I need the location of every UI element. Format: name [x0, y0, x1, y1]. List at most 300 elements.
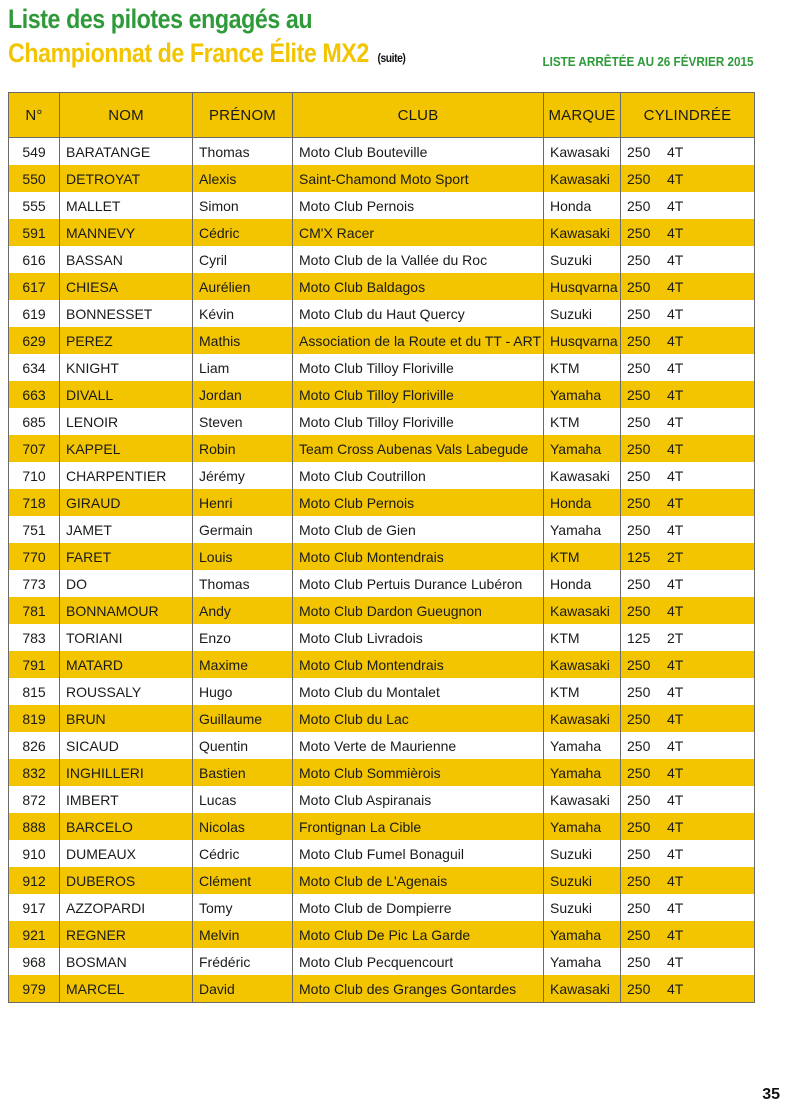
- cell-firstname: Lucas: [193, 786, 293, 813]
- engine-stroke: 4T: [667, 872, 684, 889]
- cell-name: GIRAUD: [60, 489, 193, 516]
- cell-number: 872: [9, 786, 60, 813]
- displacement-cc: 250: [627, 899, 651, 916]
- table-row: [9, 165, 755, 192]
- cell-name: DUMEAUX: [60, 840, 193, 867]
- cell-name: MALLET: [60, 192, 193, 219]
- table-row: [9, 597, 755, 624]
- cell-firstname: Hugo: [193, 678, 293, 705]
- engine-stroke: 4T: [667, 899, 684, 916]
- engine-stroke: 4T: [667, 764, 684, 781]
- table-row: [9, 894, 755, 921]
- cell-displacement: [621, 435, 755, 462]
- cell-firstname: Alexis: [193, 165, 293, 192]
- table-row: [9, 138, 755, 166]
- cell-brand: Husqvarna: [544, 273, 621, 300]
- cell-number: 783: [9, 624, 60, 651]
- cell-brand: KTM: [544, 543, 621, 570]
- displacement-cc: 250: [627, 143, 651, 160]
- displacement-cc: 250: [627, 494, 651, 511]
- cell-firstname: Louis: [193, 543, 293, 570]
- table-row: [9, 273, 755, 300]
- table-row: [9, 381, 755, 408]
- cell-number: 781: [9, 597, 60, 624]
- riders-table: [8, 92, 755, 1003]
- cell-name: MARCEL: [60, 975, 193, 1003]
- engine-stroke: 4T: [667, 359, 684, 376]
- cell-club: Moto Club du Haut Quercy: [293, 300, 544, 327]
- cell-number: 910: [9, 840, 60, 867]
- displacement-cc: 250: [627, 332, 651, 349]
- suite-label: (suite): [377, 51, 406, 65]
- cell-displacement: [621, 543, 755, 570]
- cell-displacement: [621, 678, 755, 705]
- engine-stroke: 4T: [667, 980, 684, 997]
- cell-displacement: [621, 759, 755, 786]
- cell-club: Moto Club Livradois: [293, 624, 544, 651]
- cell-brand: Kawasaki: [544, 138, 621, 166]
- cell-firstname: Andy: [193, 597, 293, 624]
- cell-brand: Kawasaki: [544, 219, 621, 246]
- table-row: [9, 489, 755, 516]
- table-row: [9, 192, 755, 219]
- cell-displacement: [621, 867, 755, 894]
- cell-firstname: Cyril: [193, 246, 293, 273]
- cell-name: MANNEVY: [60, 219, 193, 246]
- table-row: [9, 705, 755, 732]
- cell-number: 617: [9, 273, 60, 300]
- cell-brand: Yamaha: [544, 516, 621, 543]
- engine-stroke: 4T: [667, 251, 684, 268]
- cell-name: BARCELO: [60, 813, 193, 840]
- displacement-cc: 250: [627, 521, 651, 538]
- displacement-cc: 125: [627, 629, 651, 646]
- table-row: [9, 624, 755, 651]
- displacement-cc: 250: [627, 197, 651, 214]
- cell-number: 663: [9, 381, 60, 408]
- displacement-cc: 250: [627, 710, 651, 727]
- cell-club: Moto Club Dardon Gueugnon: [293, 597, 544, 624]
- cell-brand: Kawasaki: [544, 705, 621, 732]
- cell-name: DO: [60, 570, 193, 597]
- cell-club: Moto Club de Dompierre: [293, 894, 544, 921]
- cell-name: BRUN: [60, 705, 193, 732]
- cell-number: 616: [9, 246, 60, 273]
- engine-stroke: 2T: [667, 629, 684, 646]
- cell-brand: KTM: [544, 678, 621, 705]
- displacement-cc: 250: [627, 764, 651, 781]
- cell-displacement: [621, 651, 755, 678]
- cell-displacement: [621, 138, 755, 166]
- table-row: [9, 678, 755, 705]
- cell-name: REGNER: [60, 921, 193, 948]
- engine-stroke: 4T: [667, 386, 684, 403]
- engine-stroke: 4T: [667, 710, 684, 727]
- engine-stroke: 4T: [667, 521, 684, 538]
- cell-club: Moto Club Tilloy Floriville: [293, 354, 544, 381]
- displacement-cc: 250: [627, 170, 651, 187]
- table-row: [9, 921, 755, 948]
- cell-firstname: Bastien: [193, 759, 293, 786]
- cell-number: 832: [9, 759, 60, 786]
- cell-displacement: [621, 840, 755, 867]
- cell-displacement: [621, 192, 755, 219]
- cell-firstname: Tomy: [193, 894, 293, 921]
- cell-club: Moto Club du Lac: [293, 705, 544, 732]
- cell-brand: Kawasaki: [544, 975, 621, 1003]
- cell-firstname: Clément: [193, 867, 293, 894]
- table-row: [9, 543, 755, 570]
- cell-club: Moto Club des Granges Gontardes: [293, 975, 544, 1003]
- table-row: [9, 219, 755, 246]
- cell-number: 634: [9, 354, 60, 381]
- table-row: [9, 786, 755, 813]
- cell-club: Moto Club Tilloy Floriville: [293, 408, 544, 435]
- engine-stroke: 4T: [667, 197, 684, 214]
- cell-displacement: [621, 894, 755, 921]
- cell-displacement: [621, 462, 755, 489]
- cell-displacement: [621, 354, 755, 381]
- cell-displacement: [621, 516, 755, 543]
- table-body: [9, 138, 755, 1003]
- cell-firstname: Simon: [193, 192, 293, 219]
- cell-firstname: Robin: [193, 435, 293, 462]
- table-row: [9, 651, 755, 678]
- cell-number: 619: [9, 300, 60, 327]
- column-header-firstname: PRÉNOM: [193, 93, 293, 138]
- displacement-cc: 250: [627, 575, 651, 592]
- cell-name: JAMET: [60, 516, 193, 543]
- cell-club: Moto Club Pernois: [293, 192, 544, 219]
- cell-club: Moto Club de L'Agenais: [293, 867, 544, 894]
- engine-stroke: 4T: [667, 440, 684, 457]
- cell-club: Moto Club Pecquencourt: [293, 948, 544, 975]
- displacement-cc: 250: [627, 305, 651, 322]
- displacement-cc: 250: [627, 953, 651, 970]
- cell-name: KAPPEL: [60, 435, 193, 462]
- cell-firstname: Liam: [193, 354, 293, 381]
- cell-brand: KTM: [544, 624, 621, 651]
- cell-displacement: [621, 300, 755, 327]
- cell-brand: Kawasaki: [544, 651, 621, 678]
- cell-number: 707: [9, 435, 60, 462]
- cell-number: 791: [9, 651, 60, 678]
- cell-club: Moto Club Tilloy Floriville: [293, 381, 544, 408]
- cell-name: SICAUD: [60, 732, 193, 759]
- cell-name: DIVALL: [60, 381, 193, 408]
- cell-name: BASSAN: [60, 246, 193, 273]
- displacement-cc: 250: [627, 602, 651, 619]
- cell-club: Moto Club Sommièrois: [293, 759, 544, 786]
- page-title-line1: Liste des pilotes engagés au: [8, 4, 313, 34]
- engine-stroke: 4T: [667, 224, 684, 241]
- cell-displacement: [621, 327, 755, 354]
- displacement-cc: 250: [627, 872, 651, 889]
- displacement-cc: 250: [627, 359, 651, 376]
- cell-club: Moto Club Pernois: [293, 489, 544, 516]
- cell-name: LENOIR: [60, 408, 193, 435]
- table-row: [9, 516, 755, 543]
- cell-number: 550: [9, 165, 60, 192]
- cell-displacement: [621, 165, 755, 192]
- cell-name: BONNAMOUR: [60, 597, 193, 624]
- cell-club: CM'X Racer: [293, 219, 544, 246]
- cell-displacement: [621, 597, 755, 624]
- engine-stroke: 4T: [667, 683, 684, 700]
- cell-name: DUBEROS: [60, 867, 193, 894]
- cell-number: 773: [9, 570, 60, 597]
- cell-club: Moto Club Fumel Bonaguil: [293, 840, 544, 867]
- engine-stroke: 4T: [667, 818, 684, 835]
- cell-displacement: [621, 732, 755, 759]
- cell-club: Moto Club Montendrais: [293, 651, 544, 678]
- cell-firstname: Germain: [193, 516, 293, 543]
- cell-displacement: [621, 489, 755, 516]
- cell-number: 751: [9, 516, 60, 543]
- cell-club: Moto Club de la Vallée du Roc: [293, 246, 544, 273]
- cell-name: ROUSSALY: [60, 678, 193, 705]
- cell-club: Moto Club Montendrais: [293, 543, 544, 570]
- cell-brand: KTM: [544, 354, 621, 381]
- cell-name: PEREZ: [60, 327, 193, 354]
- cell-firstname: Mathis: [193, 327, 293, 354]
- cell-displacement: [621, 975, 755, 1003]
- displacement-cc: 250: [627, 278, 651, 295]
- cell-number: 629: [9, 327, 60, 354]
- engine-stroke: 4T: [667, 143, 684, 160]
- engine-stroke: 4T: [667, 845, 684, 862]
- column-header-displacement: CYLINDRÉE: [621, 93, 755, 138]
- cell-brand: Honda: [544, 192, 621, 219]
- cell-brand: Kawasaki: [544, 597, 621, 624]
- column-header-name: NOM: [60, 93, 193, 138]
- cell-displacement: [621, 786, 755, 813]
- displacement-cc: 250: [627, 386, 651, 403]
- displacement-cc: 250: [627, 737, 651, 754]
- cell-firstname: Kévin: [193, 300, 293, 327]
- table-row: [9, 246, 755, 273]
- engine-stroke: 4T: [667, 494, 684, 511]
- engine-stroke: 2T: [667, 548, 684, 565]
- column-header-brand: MARQUE: [544, 93, 621, 138]
- cell-number: 819: [9, 705, 60, 732]
- cell-club: Team Cross Aubenas Vals Labegude: [293, 435, 544, 462]
- engine-stroke: 4T: [667, 953, 684, 970]
- cell-firstname: Aurélien: [193, 273, 293, 300]
- displacement-cc: 250: [627, 683, 651, 700]
- cell-brand: Yamaha: [544, 948, 621, 975]
- cell-displacement: [621, 948, 755, 975]
- table-row: [9, 327, 755, 354]
- cell-number: 685: [9, 408, 60, 435]
- engine-stroke: 4T: [667, 926, 684, 943]
- cell-club: Frontignan La Cible: [293, 813, 544, 840]
- cell-displacement: [621, 921, 755, 948]
- cell-displacement: [621, 570, 755, 597]
- cell-name: CHIESA: [60, 273, 193, 300]
- cell-firstname: Jérémy: [193, 462, 293, 489]
- cell-displacement: [621, 705, 755, 732]
- cell-club: Association de la Route et du TT - ART: [293, 327, 544, 354]
- cell-number: 710: [9, 462, 60, 489]
- table-row: [9, 300, 755, 327]
- cell-brand: Suzuki: [544, 867, 621, 894]
- cell-brand: Yamaha: [544, 759, 621, 786]
- cell-firstname: Quentin: [193, 732, 293, 759]
- cell-firstname: Enzo: [193, 624, 293, 651]
- table-row: [9, 840, 755, 867]
- engine-stroke: 4T: [667, 332, 684, 349]
- cell-name: KNIGHT: [60, 354, 193, 381]
- engine-stroke: 4T: [667, 791, 684, 808]
- engine-stroke: 4T: [667, 305, 684, 322]
- cell-number: 591: [9, 219, 60, 246]
- page-title-line2-text: Championnat de France Élite MX2: [8, 38, 369, 68]
- cell-displacement: [621, 813, 755, 840]
- cell-brand: KTM: [544, 408, 621, 435]
- cell-firstname: Frédéric: [193, 948, 293, 975]
- cell-brand: Kawasaki: [544, 786, 621, 813]
- cell-club: Moto Club Bouteville: [293, 138, 544, 166]
- cell-name: FARET: [60, 543, 193, 570]
- cell-name: MATARD: [60, 651, 193, 678]
- cell-club: Moto Club Baldagos: [293, 273, 544, 300]
- engine-stroke: 4T: [667, 467, 684, 484]
- displacement-cc: 250: [627, 413, 651, 430]
- cell-club: Moto Verte de Maurienne: [293, 732, 544, 759]
- cell-firstname: Nicolas: [193, 813, 293, 840]
- cell-firstname: Thomas: [193, 138, 293, 166]
- cell-firstname: Cédric: [193, 219, 293, 246]
- cell-name: TORIANI: [60, 624, 193, 651]
- engine-stroke: 4T: [667, 656, 684, 673]
- page-number: 35: [762, 1086, 780, 1103]
- cell-displacement: [621, 273, 755, 300]
- cell-name: IMBERT: [60, 786, 193, 813]
- engine-stroke: 4T: [667, 413, 684, 430]
- cell-firstname: Henri: [193, 489, 293, 516]
- cell-displacement: [621, 246, 755, 273]
- cell-number: 555: [9, 192, 60, 219]
- list-date: LISTE ARRÊTÉE AU 26 FÉVRIER 2015: [542, 54, 754, 69]
- cell-firstname: Maxime: [193, 651, 293, 678]
- table-row: [9, 462, 755, 489]
- displacement-cc: 250: [627, 467, 651, 484]
- page-title-line2: [8, 38, 405, 69]
- cell-club: Moto Club Pertuis Durance Lubéron: [293, 570, 544, 597]
- cell-brand: Suzuki: [544, 246, 621, 273]
- cell-displacement: [621, 219, 755, 246]
- displacement-cc: 250: [627, 791, 651, 808]
- cell-number: 912: [9, 867, 60, 894]
- cell-firstname: Cédric: [193, 840, 293, 867]
- cell-brand: Yamaha: [544, 732, 621, 759]
- table-row: [9, 408, 755, 435]
- cell-name: BOSMAN: [60, 948, 193, 975]
- cell-brand: Yamaha: [544, 381, 621, 408]
- table-row: [9, 732, 755, 759]
- cell-firstname: Melvin: [193, 921, 293, 948]
- cell-displacement: [621, 624, 755, 651]
- cell-name: BONNESSET: [60, 300, 193, 327]
- cell-number: 888: [9, 813, 60, 840]
- cell-club: Moto Club De Pic La Garde: [293, 921, 544, 948]
- cell-brand: Yamaha: [544, 921, 621, 948]
- displacement-cc: 250: [627, 926, 651, 943]
- table-row: [9, 570, 755, 597]
- cell-firstname: Steven: [193, 408, 293, 435]
- engine-stroke: 4T: [667, 278, 684, 295]
- cell-number: 815: [9, 678, 60, 705]
- cell-name: INGHILLERI: [60, 759, 193, 786]
- column-header-number: N°: [9, 93, 60, 138]
- cell-club: Moto Club du Montalet: [293, 678, 544, 705]
- cell-name: CHARPENTIER: [60, 462, 193, 489]
- cell-name: BARATANGE: [60, 138, 193, 166]
- displacement-cc: 250: [627, 980, 651, 997]
- cell-number: 921: [9, 921, 60, 948]
- cell-number: 549: [9, 138, 60, 166]
- cell-brand: Kawasaki: [544, 462, 621, 489]
- column-header-club: CLUB: [293, 93, 544, 138]
- cell-firstname: David: [193, 975, 293, 1003]
- cell-brand: Yamaha: [544, 813, 621, 840]
- cell-number: 826: [9, 732, 60, 759]
- cell-club: Moto Club Aspiranais: [293, 786, 544, 813]
- cell-brand: Honda: [544, 489, 621, 516]
- cell-brand: Suzuki: [544, 840, 621, 867]
- cell-number: 718: [9, 489, 60, 516]
- table-header-row: [9, 93, 755, 138]
- cell-brand: Yamaha: [544, 435, 621, 462]
- displacement-cc: 250: [627, 818, 651, 835]
- cell-club: Saint-Chamond Moto Sport: [293, 165, 544, 192]
- cell-number: 968: [9, 948, 60, 975]
- displacement-cc: 125: [627, 548, 651, 565]
- cell-brand: Honda: [544, 570, 621, 597]
- engine-stroke: 4T: [667, 575, 684, 592]
- displacement-cc: 250: [627, 845, 651, 862]
- cell-brand: Husqvarna: [544, 327, 621, 354]
- table-row: [9, 813, 755, 840]
- displacement-cc: 250: [627, 440, 651, 457]
- table-row: [9, 975, 755, 1003]
- displacement-cc: 250: [627, 251, 651, 268]
- table-row: [9, 354, 755, 381]
- table-row: [9, 867, 755, 894]
- cell-name: AZZOPARDI: [60, 894, 193, 921]
- cell-firstname: Guillaume: [193, 705, 293, 732]
- cell-brand: Suzuki: [544, 300, 621, 327]
- table-row: [9, 435, 755, 462]
- displacement-cc: 250: [627, 656, 651, 673]
- cell-number: 979: [9, 975, 60, 1003]
- engine-stroke: 4T: [667, 602, 684, 619]
- cell-displacement: [621, 408, 755, 435]
- cell-brand: Suzuki: [544, 894, 621, 921]
- cell-number: 770: [9, 543, 60, 570]
- engine-stroke: 4T: [667, 170, 684, 187]
- displacement-cc: 250: [627, 224, 651, 241]
- table-row: [9, 948, 755, 975]
- cell-name: DETROYAT: [60, 165, 193, 192]
- cell-club: Moto Club Coutrillon: [293, 462, 544, 489]
- cell-club: Moto Club de Gien: [293, 516, 544, 543]
- cell-displacement: [621, 381, 755, 408]
- cell-brand: Kawasaki: [544, 165, 621, 192]
- table-row: [9, 759, 755, 786]
- cell-firstname: Jordan: [193, 381, 293, 408]
